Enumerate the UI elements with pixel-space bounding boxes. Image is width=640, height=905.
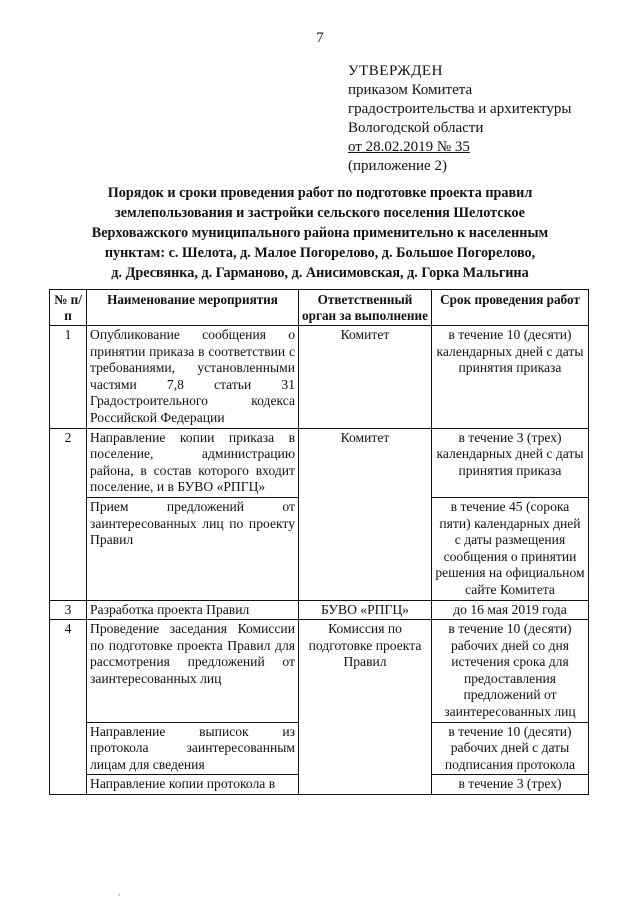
row-term: до 16 мая 2019 года <box>432 600 589 620</box>
approval-order-date: от 28.02.2019 № 35 <box>348 139 470 155</box>
row-org: Комитет <box>299 326 432 429</box>
row-name: Проведение заседания Комиссии по подготовке проекта Правил для рассмотрения предложений от заинтересованных лиц <box>87 620 299 723</box>
row-num: 1 <box>50 326 87 429</box>
title-line-1: Порядок и сроки проведения работ по подготовке проекта правил <box>107 185 533 201</box>
row-term: в течение 45 (сорока пяти) календарных дней с даты размещения сообщения о принятии решения на официальном сайте Комитета <box>432 497 589 600</box>
header-num: № п/п <box>50 290 87 326</box>
row-org: Комитет <box>299 428 432 600</box>
page-number: 7 <box>316 30 324 46</box>
approval-title: УТВЕРЖДЕН <box>348 63 443 79</box>
header-name: Наименование мероприятия <box>87 290 299 326</box>
row-term: в течение 10 (десяти) рабочих дней с даты подписания протокола <box>432 722 589 775</box>
title-line-2: землепользования и застройки сельского поселения Шелотское <box>115 205 525 221</box>
title-line-3: Верховажского муниципального района применительно к населенным <box>91 225 549 241</box>
row-name: Направление выписок из протокола заинтересованным лицам для сведения <box>87 722 299 775</box>
table-row <box>50 600 589 620</box>
title-line-4: пунктам: с. Шелота, д. Малое Погорелово, д. Большое Погорелово, <box>104 245 536 261</box>
row-term: в течение 10 (десяти) календарных дней с даты принятия приказа <box>432 326 589 429</box>
row-org: БУВО «РПГЦ» <box>299 600 432 620</box>
table-header-row <box>50 290 589 326</box>
header-term: Срок проведения работ <box>432 290 589 326</box>
row-term: в течение 10 (десяти) рабочих дней со дня истечения срока для предоставления предложений от заинтересованных лиц <box>432 620 589 723</box>
approval-line-1: приказом Комитета <box>348 82 473 98</box>
row-num: 3 <box>50 600 87 620</box>
row-org: Комиссия по подготовке проекта Правил <box>299 620 432 795</box>
row-name: Направление копии приказа в поселение, администрацию района, в состав которого входит поселение, и в БУВО «РПГЦ» <box>87 428 299 497</box>
title-line-5: д. Дресвянка, д. Гарманово, д. Анисимовская, д. Горка Мальгина <box>111 265 529 281</box>
table-row <box>50 620 589 723</box>
row-name: Направление копии протокола в <box>87 775 299 795</box>
table-row <box>50 326 589 429</box>
schedule-table <box>49 289 589 795</box>
header-org: Ответственный орган за выполнение <box>299 290 432 326</box>
row-term: в течение 3 (трех) календарных дней с даты принятия приказа <box>432 428 589 497</box>
row-num: 2 <box>50 428 87 600</box>
approval-line-2: градостроительства и архитектуры <box>348 101 572 117</box>
row-name: Прием предложений от заинтересованных лиц по проекту Правил <box>87 497 299 600</box>
document-title <box>40 183 600 283</box>
approval-appendix: (приложение 2) <box>348 158 447 174</box>
row-name: Разработка проекта Правил <box>87 600 299 620</box>
scan-mark: , <box>118 888 120 897</box>
approval-line-3: Вологодской области <box>348 120 484 136</box>
approval-stamp <box>348 62 571 176</box>
table-row <box>50 428 589 497</box>
row-term: в течение 3 (трех) <box>432 775 589 795</box>
row-name: Опубликование сообщения о принятии приказа в соответствии с требованиями, установленными частями 7,8 статьи 31 Градостроительного кодекса Российской Федерации <box>87 326 299 429</box>
row-num: 4 <box>50 620 87 795</box>
